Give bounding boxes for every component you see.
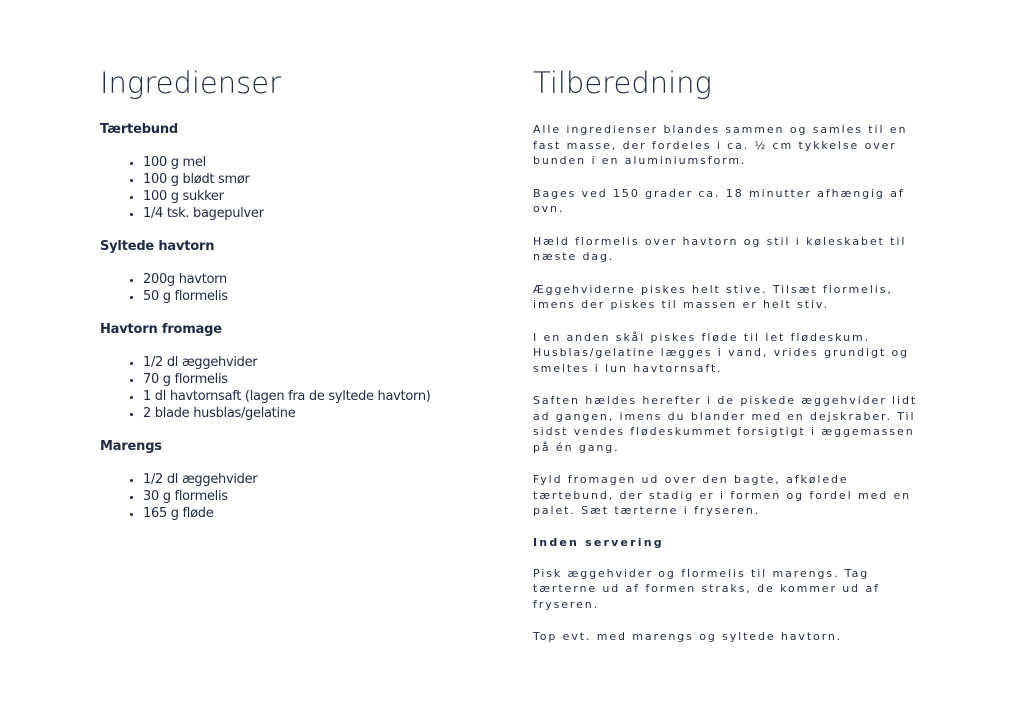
ingredient-list	[100, 354, 480, 422]
step-paragraph: Hæld flormelis over havtorn og stil i køleskabet til næste dag.	[533, 234, 907, 263]
list-item: • 50 g flormelis	[143, 288, 480, 305]
ingredient-list	[100, 154, 480, 222]
list-item: • 200g havtorn	[143, 271, 480, 288]
list-item: • 100 g blødt smør	[143, 171, 480, 188]
ingredient-list	[100, 471, 480, 522]
ingredients-column	[100, 66, 480, 539]
list-item: • 1 dl havtornsaft (lagen fra de syltede havtorn)	[143, 388, 480, 405]
list-item: • 100 g mel	[143, 154, 480, 171]
step-paragraph: Saften hældes herefter i de piskede æggehvider lidt ad gangen, imens du blander med en dejskraber. Til sidst vendes flødeskummet forsigtigt i æggemassen på én gang.	[533, 394, 918, 454]
step-paragraph: Bages ved 150 grader ca. 18 minutter afhængig af ovn.	[533, 186, 905, 215]
step-paragraph: Fyld fromagen ud over den bagte, afkølede tærtebund, der stadig er i formen og fordel med en palet. Sæt tærterne i fryseren.	[533, 473, 912, 517]
list-item: • 30 g flormelis	[143, 488, 480, 505]
list-item: • 100 g sukker	[143, 188, 480, 205]
list-item: • 2 blade husblas/gelatine	[143, 405, 480, 422]
serving-paragraph: Pisk æggehvider og flormelis til marengs. Tag tærterne ud af formen straks, de kommer ud af fryseren.	[533, 566, 880, 611]
preparation-column	[533, 66, 933, 662]
list-item: • 70 g flormelis	[143, 371, 480, 388]
serving-paragraph: Top evt. med marengs og syltede havtorn.	[533, 630, 843, 643]
serving-heading: Inden servering	[533, 535, 664, 549]
section-title: Havtorn fromage	[100, 322, 222, 337]
section-title: Marengs	[100, 439, 162, 454]
preparation-heading: Tilberedning	[533, 66, 712, 100]
list-item: • 1/2 dl æggehvider	[143, 471, 480, 488]
ingredient-list	[100, 271, 480, 305]
section-title: Tærtebund	[100, 122, 179, 137]
list-item: • 1/4 tsk. bagepulver	[143, 205, 480, 222]
list-item: • 1/2 dl æggehvider	[143, 354, 480, 371]
step-paragraph: Alle ingredienser blandes sammen og samles til en fast masse, der fordeles i ca. ½ cm tykkelse over bunden i en aluminiumsform.	[533, 123, 908, 167]
ingredients-heading: Ingredienser	[100, 66, 282, 100]
section-title: Syltede havtorn	[100, 239, 215, 254]
step-paragraph: Æggehviderne piskes helt stive. Tilsæt flormelis, imens der piskes til massen er helt stiv.	[533, 282, 893, 311]
list-item: • 165 g fløde	[143, 505, 480, 522]
step-paragraph: I en anden skål piskes fløde til let flødeskum. Husblas/gelatine lægges i vand, vrides grundigt og smeltes i lun havtornsaft.	[533, 330, 909, 375]
